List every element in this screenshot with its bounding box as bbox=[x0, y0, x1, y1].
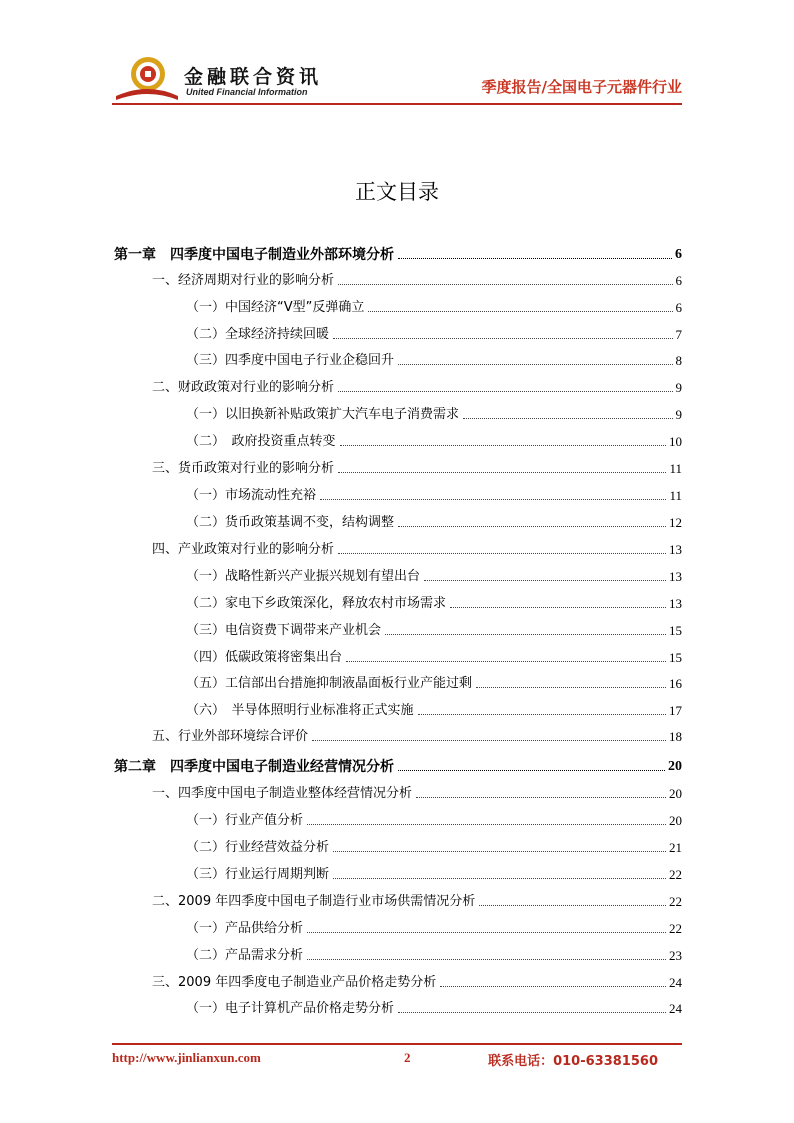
toc-page-number: 11 bbox=[669, 488, 682, 503]
toc-dot-leader bbox=[346, 660, 666, 662]
toc-entry-label: （二）家电下乡政策深化，释放农村市场需求 bbox=[186, 596, 447, 611]
header-divider bbox=[112, 103, 682, 105]
toc-entry-label: 第二章 四季度中国电子制造业经营情况分析 bbox=[114, 759, 394, 775]
toc-entry-label: （一）电子计算机产品价格走势分析 bbox=[186, 1001, 395, 1016]
toc-dot-leader bbox=[307, 823, 666, 825]
toc-subsection-entry[interactable] bbox=[114, 917, 682, 937]
toc-page-number: 9 bbox=[675, 407, 682, 422]
toc-entry-label: 五、行业外部环境综合评价 bbox=[152, 729, 309, 744]
toc-page-number: 15 bbox=[669, 650, 682, 665]
toc-subsection-entry[interactable] bbox=[114, 349, 682, 369]
toc-page-number: 8 bbox=[675, 353, 682, 368]
toc-dot-leader bbox=[418, 713, 666, 715]
page-header bbox=[112, 56, 682, 102]
toc-dot-leader bbox=[307, 931, 666, 933]
toc-page-number: 23 bbox=[669, 948, 682, 963]
toc-subsection-entry[interactable] bbox=[114, 836, 682, 856]
toc-dot-leader bbox=[479, 904, 666, 906]
toc-entry-label: 二、2009 年四季度中国电子制造行业市场供需情况分析 bbox=[152, 894, 476, 909]
toc-subsection-entry[interactable] bbox=[114, 296, 682, 316]
page-number: 2 bbox=[404, 1050, 411, 1065]
toc-entry-label: （一）产品供给分析 bbox=[186, 921, 304, 936]
toc-entry-label: 三、2009 年四季度电子制造业产品价格走势分析 bbox=[152, 975, 437, 990]
toc-dot-leader bbox=[312, 739, 666, 741]
toc-page-number: 22 bbox=[669, 921, 682, 936]
toc-entry-label: 四、产业政策对行业的影响分析 bbox=[152, 542, 335, 557]
toc-page-number: 16 bbox=[669, 676, 682, 691]
toc-dot-leader bbox=[398, 363, 672, 365]
toc-entry-label: （三）行业运行周期判断 bbox=[186, 867, 330, 882]
toc-chapter-entry[interactable] bbox=[114, 243, 682, 263]
toc-subsection-entry[interactable] bbox=[114, 592, 682, 612]
toc-dot-leader bbox=[424, 579, 666, 581]
toc-dot-leader bbox=[338, 390, 672, 392]
toc-dot-leader bbox=[398, 525, 666, 527]
toc-subsection-entry[interactable] bbox=[114, 323, 682, 343]
toc-page-number: 7 bbox=[675, 327, 682, 342]
toc-dot-leader bbox=[463, 417, 672, 419]
toc-dot-leader bbox=[440, 985, 666, 987]
document-title: 正文目录 bbox=[355, 180, 439, 204]
toc-dot-leader bbox=[385, 633, 666, 635]
toc-entry-label: 三、货币政策对行业的影响分析 bbox=[152, 461, 335, 476]
toc-section-entry[interactable] bbox=[114, 725, 682, 745]
toc-entry-label: （一）战略性新兴产业振兴规划有望出台 bbox=[186, 569, 421, 584]
toc-entry-label: （二）行业经营效益分析 bbox=[186, 840, 330, 855]
toc-entry-label: （一）市场流动性充裕 bbox=[186, 488, 317, 503]
toc-dot-leader bbox=[450, 606, 666, 608]
toc-entry-label: 二、财政政策对行业的影响分析 bbox=[152, 380, 335, 395]
toc-page-number: 13 bbox=[669, 596, 682, 611]
toc-entry-label: （四）低碳政策将密集出台 bbox=[186, 650, 343, 665]
toc-section-entry[interactable] bbox=[114, 890, 682, 910]
toc-entry-label: （一）以旧换新补贴政策扩大汽车电子消费需求 bbox=[186, 407, 460, 422]
toc-page-number: 22 bbox=[669, 867, 682, 882]
toc-page-number: 11 bbox=[669, 461, 682, 476]
toc-dot-leader bbox=[338, 471, 666, 473]
toc-subsection-entry[interactable] bbox=[114, 511, 682, 531]
toc-page-number: 20 bbox=[668, 759, 682, 774]
toc-chapter-entry[interactable] bbox=[114, 755, 682, 775]
toc-subsection-entry[interactable] bbox=[114, 944, 682, 964]
toc-dot-leader bbox=[307, 958, 666, 960]
toc-section-entry[interactable] bbox=[114, 269, 682, 289]
brand-name-chinese: 金融联合资讯 bbox=[184, 66, 323, 88]
toc-entry-label: （二）产品需求分析 bbox=[186, 948, 304, 963]
toc-dot-leader bbox=[333, 337, 672, 339]
toc-page-number: 21 bbox=[669, 840, 682, 855]
toc-page-number: 6 bbox=[675, 273, 682, 288]
toc-dot-leader bbox=[338, 283, 672, 285]
toc-section-entry[interactable] bbox=[114, 782, 682, 802]
toc-entry-label: （五）工信部出台措施抑制液晶面板行业产能过剩 bbox=[186, 676, 473, 691]
toc-dot-leader bbox=[320, 498, 666, 500]
toc-page-number: 13 bbox=[669, 569, 682, 584]
toc-dot-leader bbox=[476, 686, 666, 688]
toc-subsection-entry[interactable] bbox=[114, 997, 682, 1017]
toc-entry-label: 一、经济周期对行业的影响分析 bbox=[152, 273, 335, 288]
toc-dot-leader bbox=[398, 1011, 666, 1013]
toc-dot-leader bbox=[398, 769, 665, 771]
toc-dot-leader bbox=[333, 850, 666, 852]
toc-section-entry[interactable] bbox=[114, 376, 682, 396]
brand-name-english: United Financial Information bbox=[186, 87, 308, 97]
report-title: 季度报告/全国电子元器件行业 bbox=[481, 78, 682, 96]
toc-page-number: 10 bbox=[669, 434, 682, 449]
sun-coin-logo-icon bbox=[114, 56, 178, 102]
toc-entry-label: （二） 政府投资重点转变 bbox=[186, 434, 336, 449]
toc-subsection-entry[interactable] bbox=[114, 565, 682, 585]
toc-dot-leader bbox=[416, 796, 666, 798]
toc-subsection-entry[interactable] bbox=[114, 430, 682, 450]
toc-subsection-entry[interactable] bbox=[114, 809, 682, 829]
toc-page-number: 9 bbox=[675, 380, 682, 395]
toc-dot-leader bbox=[398, 257, 672, 259]
toc-section-entry[interactable] bbox=[114, 971, 682, 991]
toc-page-number: 24 bbox=[669, 1001, 682, 1016]
toc-subsection-entry[interactable] bbox=[114, 699, 682, 719]
toc-page-number: 6 bbox=[675, 247, 682, 262]
toc-entry-label: （一）行业产值分析 bbox=[186, 813, 304, 828]
toc-subsection-entry[interactable] bbox=[114, 484, 682, 504]
toc-page-number: 20 bbox=[669, 813, 682, 828]
toc-page-number: 20 bbox=[669, 786, 682, 801]
toc-entry-label: （二）全球经济持续回暖 bbox=[186, 327, 330, 342]
toc-entry-label: （三）电信资费下调带来产业机会 bbox=[186, 623, 382, 638]
toc-entry-label: （三）四季度中国电子行业企稳回升 bbox=[186, 353, 395, 368]
toc-page-number: 15 bbox=[669, 623, 682, 638]
toc-page-number: 6 bbox=[675, 300, 682, 315]
toc-section-entry[interactable] bbox=[114, 538, 682, 558]
toc-page-number: 17 bbox=[669, 703, 682, 718]
toc-entry-label: （二）货币政策基调不变，结构调整 bbox=[186, 515, 395, 530]
toc-page-number: 22 bbox=[669, 894, 682, 909]
toc-page-number: 12 bbox=[669, 515, 682, 530]
toc-entry-label: （六） 半导体照明行业标准将正式实施 bbox=[186, 703, 414, 718]
website-link[interactable]: http://www.jinlianxun.com bbox=[112, 1050, 261, 1065]
toc-page-number: 18 bbox=[669, 729, 682, 744]
footer-divider bbox=[112, 1043, 682, 1045]
toc-subsection-entry[interactable] bbox=[114, 619, 682, 639]
toc-dot-leader bbox=[340, 444, 666, 446]
toc-entry-label: 一、四季度中国电子制造业整体经营情况分析 bbox=[152, 786, 413, 801]
toc-subsection-entry[interactable] bbox=[114, 646, 682, 666]
toc-page-number: 24 bbox=[669, 975, 682, 990]
page-footer bbox=[112, 1050, 682, 1068]
toc-entry-label: （一）中国经济“V型”反弹确立 bbox=[186, 300, 365, 315]
toc-subsection-entry[interactable] bbox=[114, 863, 682, 883]
toc-section-entry[interactable] bbox=[114, 457, 682, 477]
toc-dot-leader bbox=[338, 552, 666, 554]
toc-subsection-entry[interactable] bbox=[114, 403, 682, 423]
contact-phone: 联系电话：010-63381560 bbox=[488, 1054, 658, 1069]
toc-subsection-entry[interactable] bbox=[114, 672, 682, 692]
toc-page-number: 13 bbox=[669, 542, 682, 557]
toc-dot-leader bbox=[368, 310, 672, 312]
toc-dot-leader bbox=[333, 877, 666, 879]
toc-entry-label: 第一章 四季度中国电子制造业外部环境分析 bbox=[114, 247, 394, 263]
